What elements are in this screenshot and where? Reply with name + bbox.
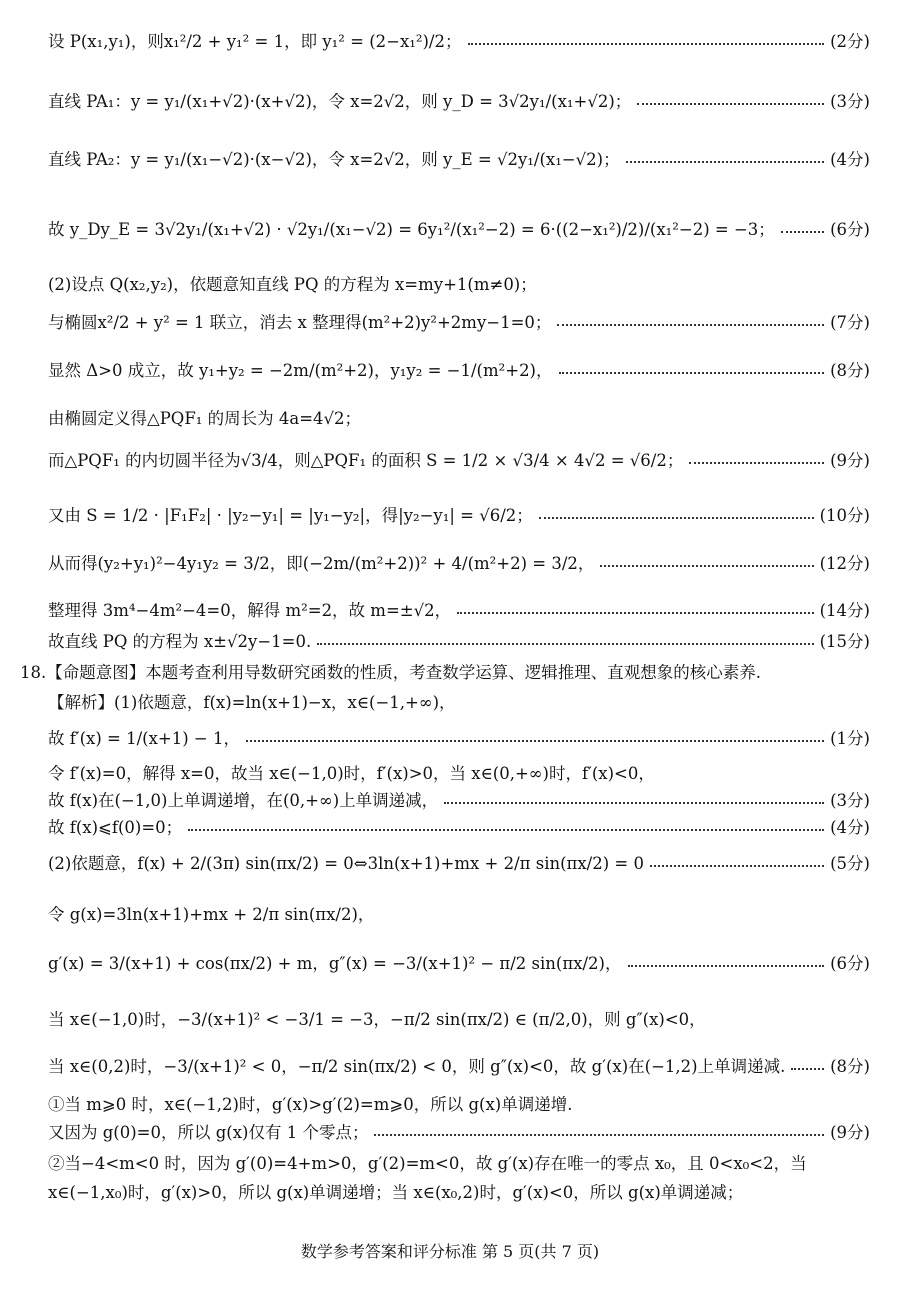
line-text: ①当 m⩾0 时，x∈(−1,2)时，g′(x)>g′(2)=m⩾0，所以 g(x)单调递增. xyxy=(48,1095,573,1114)
dot-leader xyxy=(317,643,813,645)
dot-leader xyxy=(374,1134,824,1136)
score-label: (2分) xyxy=(830,32,870,51)
answer-line xyxy=(48,309,870,333)
line-text: 令 g(x)=3ln(x+1)+mx + 2/π sin(πx/2)， xyxy=(48,905,375,924)
answer-line xyxy=(48,1150,870,1174)
line-text: ②当−4<m<0 时，因为 g′(0)=4+m>0，g′(2)=m<0，故 g′(x)存在唯一的零点 x₀，且 0<x₀<2，当 xyxy=(48,1154,807,1173)
answer-line xyxy=(48,814,870,838)
score-label: (9分) xyxy=(830,1123,870,1142)
line-text: 而△PQF₁ 的内切圆半径为√3/4，则△PQF₁ 的面积 S = 1/2 × √3/4 × 4√2 = √6/2； xyxy=(48,451,684,470)
answer-line xyxy=(48,628,870,652)
score-label: (8分) xyxy=(830,1057,870,1076)
line-text: 令 f′(x)=0，解得 x=0，故当 x∈(−1,0)时，f′(x)>0，当 x∈(0,+∞)时，f′(x)<0， xyxy=(48,764,655,783)
line-text: 故 f′(x) = 1/(x+1) − 1， xyxy=(48,729,240,748)
line-text: 【解析】(1)依题意，f(x)=ln(x+1)−x，x∈(−1,+∞)， xyxy=(48,693,456,712)
score-label: (1分) xyxy=(830,729,870,748)
answer-line xyxy=(48,1119,870,1143)
line-text: 直线 PA₁：y = y₁/(x₁+√2)·(x+√2)，令 x=2√2，则 y_D = 3√2y₁/(x₁+√2)； xyxy=(48,92,632,111)
line-text: (2)依题意，f(x) + 2/(3π) sin(πx/2) = 0⇔3ln(x+1)+mx + 2/π sin(πx/2) = 0 xyxy=(48,854,644,873)
line-text: 设 P(x₁,y₁)，则x₁²/2 + y₁² = 1，即 y₁² = (2−x₁²)/2； xyxy=(48,32,462,51)
answer-line xyxy=(48,88,870,112)
score-label: (7分) xyxy=(830,313,870,332)
answer-line xyxy=(20,659,870,683)
score-label: (8分) xyxy=(830,361,870,380)
answer-line xyxy=(48,1179,870,1203)
dot-leader xyxy=(457,612,814,614)
score-label: (3分) xyxy=(830,92,870,111)
dot-leader xyxy=(468,43,825,45)
dot-leader xyxy=(188,829,824,831)
answer-line xyxy=(48,597,870,621)
answer-line xyxy=(48,950,870,974)
answer-line xyxy=(48,1091,870,1115)
line-text: 当 x∈(−1,0)时，−3/(x+1)² < −3/1 = −3，−π/2 sin(πx/2) ∈ (π/2,0)，则 g″(x)<0， xyxy=(48,1010,706,1029)
line-text: 故 f(x)在(−1,0)上单调递增，在(0,+∞)上单调递减， xyxy=(48,791,439,810)
answer-line xyxy=(48,502,870,526)
score-label: (12分) xyxy=(819,554,870,573)
answer-line xyxy=(48,405,870,429)
line-text: 由椭圆定义得△PQF₁ 的周长为 4a=4√2； xyxy=(48,409,362,428)
line-text: 显然 Δ>0 成立，故 y₁+y₂ = −2m/(m²+2)，y₁y₂ = −1/(m²+2)， xyxy=(48,361,553,380)
answer-line xyxy=(48,357,870,381)
dot-leader xyxy=(628,965,825,967)
score-label: (6分) xyxy=(830,954,870,973)
dot-leader xyxy=(246,740,824,742)
line-text: 故 f(x)⩽f(0)=0； xyxy=(48,818,183,837)
score-label: (4分) xyxy=(830,818,870,837)
dot-leader xyxy=(637,103,824,105)
line-text: x∈(−1,x₀)时，g′(x)>0，所以 g(x)单调递增；当 x∈(x₀,2)时，g′(x)<0，所以 g(x)单调递减； xyxy=(48,1183,744,1202)
line-text: 故 y_Dy_E = 3√2y₁/(x₁+√2) · √2y₁/(x₁−√2) = 6y₁²/(x₁²−2) = 6·((2−x₁²)/2)/(x₁²−2) = −3； xyxy=(48,220,775,239)
line-text: 与椭圆x²/2 + y² = 1 联立，消去 x 整理得(m²+2)y²+2my−1=0； xyxy=(48,313,552,332)
line-text: g′(x) = 3/(x+1) + cos(πx/2) + m，g″(x) = −3/(x+1)² − π/2 sin(πx/2)， xyxy=(48,954,622,973)
line-text: 又由 S = 1/2 · |F₁F₂| · |y₂−y₁| = |y₁−y₂|，得|y₂−y₁| = √6/2； xyxy=(48,506,533,525)
answer-line xyxy=(48,146,870,170)
dot-leader xyxy=(689,462,824,464)
line-text: (2)设点 Q(x₂,y₂)，依题意知直线 PQ 的方程为 x=my+1(m≠0)； xyxy=(48,275,537,294)
answer-line xyxy=(48,787,870,811)
answer-line xyxy=(48,1006,870,1030)
dot-leader xyxy=(781,231,824,233)
dot-leader xyxy=(626,161,825,163)
answer-line xyxy=(48,447,870,471)
answer-line xyxy=(48,850,870,874)
answer-line xyxy=(48,271,870,295)
answer-line xyxy=(48,725,870,749)
dot-leader xyxy=(557,324,824,326)
line-text: 又因为 g(0)=0，所以 g(x)仅有 1 个零点； xyxy=(48,1123,369,1142)
score-label: (3分) xyxy=(830,791,870,810)
line-text: 当 x∈(0,2)时，−3/(x+1)² < 0，−π/2 sin(πx/2) < 0，则 g″(x)<0，故 g′(x)在(−1,2)上单调递减. xyxy=(48,1057,786,1076)
score-label: (15分) xyxy=(819,632,870,651)
dot-leader xyxy=(600,565,813,567)
line-text: 直线 PA₂：y = y₁/(x₁−√2)·(x−√2)，令 x=2√2，则 y_E = √2y₁/(x₁−√2)； xyxy=(48,150,620,169)
dot-leader xyxy=(559,372,825,374)
dot-leader xyxy=(444,802,824,804)
answer-line xyxy=(48,760,870,784)
answer-line xyxy=(48,1053,870,1077)
score-label: (10分) xyxy=(819,506,870,525)
line-text: 从而得(y₂+y₁)²−4y₁y₂ = 3/2，即(−2m/(m²+2))² + 4/(m²+2) = 3/2， xyxy=(48,554,595,573)
page-footer: 数学参考答案和评分标准 第 5 页(共 7 页) xyxy=(300,1242,600,1261)
score-label: (9分) xyxy=(830,451,870,470)
line-text: 18.【命题意图】本题考查利用导数研究函数的性质，考查数学运算、逻辑推理、直观想象的核心素养. xyxy=(20,663,761,682)
dot-leader xyxy=(539,517,814,519)
answer-line xyxy=(48,28,870,52)
answer-line xyxy=(48,216,870,240)
answer-line xyxy=(48,901,870,925)
answer-line xyxy=(48,689,870,713)
score-label: (4分) xyxy=(830,150,870,169)
score-label: (6分) xyxy=(830,220,870,239)
score-label: (14分) xyxy=(819,601,870,620)
answer-line xyxy=(48,550,870,574)
line-text: 整理得 3m⁴−4m²−4=0，解得 m²=2，故 m=±√2， xyxy=(48,601,452,620)
line-text: 故直线 PQ 的方程为 x±√2y−1=0. xyxy=(48,632,312,651)
score-label: (5分) xyxy=(830,854,870,873)
dot-leader xyxy=(650,865,824,867)
dot-leader xyxy=(791,1068,824,1070)
